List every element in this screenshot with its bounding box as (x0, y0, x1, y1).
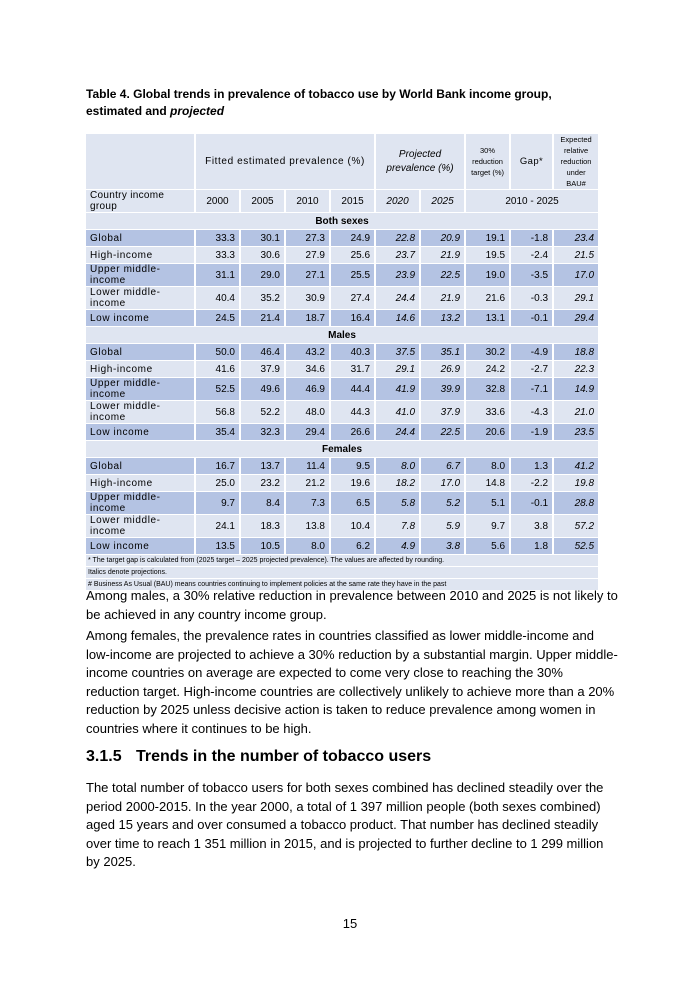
value-cell-bau: 23.5 (554, 424, 598, 440)
value-cell-v2020: 22.8 (376, 230, 421, 246)
year-2005: 2005 (241, 190, 286, 212)
value-cell-gap: -3.5 (511, 264, 554, 286)
year-2025: 2025 (421, 190, 466, 212)
value-cell-target: 19.0 (466, 264, 511, 286)
value-cell-target: 30.2 (466, 344, 511, 360)
value-cell-bau: 57.2 (554, 515, 598, 537)
footnote-bau: # Business As Usual (BAU) means countries continuing to implement policies at the same rate they have in the past (86, 579, 598, 590)
value-cell-v2005: 37.9 (241, 361, 286, 377)
header-row (86, 134, 598, 189)
value-cell-v2005: 10.5 (241, 538, 286, 554)
year-2020: 2020 (376, 190, 421, 212)
value-cell-gap: -0.1 (511, 310, 554, 326)
income-group-cell: Upper middle- income (86, 264, 196, 286)
paragraph-males: Among males, a 30% relative reduction in prevalence between 2010 and 2025 is not likely to be achieved in any country income group. (86, 588, 618, 622)
value-cell-v2005: 30.6 (241, 247, 286, 263)
income-group-cell: Lower middle-income (86, 515, 196, 537)
value-cell-v2025: 22.5 (421, 264, 466, 286)
value-cell-target: 20.6 (466, 424, 511, 440)
value-cell-v2000: 24.5 (196, 310, 241, 326)
table-row (86, 310, 598, 326)
table-row (86, 361, 598, 377)
value-cell-v2005: 35.2 (241, 287, 286, 309)
income-group-cell: Low income (86, 310, 196, 326)
value-cell-v2005: 30.1 (241, 230, 286, 246)
value-cell-v2010: 27.3 (286, 230, 331, 246)
value-cell-v2025: 39.9 (421, 378, 466, 400)
value-cell-v2020: 41.0 (376, 401, 421, 423)
value-cell-v2000: 40.4 (196, 287, 241, 309)
value-cell-v2015: 44.4 (331, 378, 376, 400)
value-cell-v2020: 24.4 (376, 287, 421, 309)
value-cell-v2020: 24.4 (376, 424, 421, 440)
value-cell-v2025: 20.9 (421, 230, 466, 246)
paragraph-females: Among females, the prevalence rates in countries classified as lower middle-income and low-income are projected to achieve a 30% reduction by a substantial margin. Upper middle-income countries on average are expected to come very close to reaching the 30% reduction target. High-income countries are collectively unlikely to achieve more than a 20% reduction by 2025 unless decisive action is taken to reduce prevalence among women in countries where it continues to be high. (86, 628, 618, 736)
income-group-cell: High-income (86, 361, 196, 377)
value-cell-v2025: 35.1 (421, 344, 466, 360)
table-row (86, 424, 598, 440)
value-cell-gap: -4.3 (511, 401, 554, 423)
value-cell-v2000: 33.3 (196, 230, 241, 246)
section-header-row (86, 327, 598, 343)
value-cell-v2020: 4.9 (376, 538, 421, 554)
value-cell-v2020: 14.6 (376, 310, 421, 326)
value-cell-v2020: 5.8 (376, 492, 421, 514)
value-cell-v2010: 46.9 (286, 378, 331, 400)
value-cell-v2005: 32.3 (241, 424, 286, 440)
table-row (86, 458, 598, 474)
value-cell-v2010: 18.7 (286, 310, 331, 326)
value-cell-bau: 14.9 (554, 378, 598, 400)
value-cell-v2000: 52.5 (196, 378, 241, 400)
value-cell-v2025: 3.8 (421, 538, 466, 554)
value-cell-v2000: 16.7 (196, 458, 241, 474)
table-caption-italic: projected (170, 104, 225, 118)
value-cell-v2015: 27.4 (331, 287, 376, 309)
section-header-row (86, 213, 598, 229)
value-cell-v2005: 29.0 (241, 264, 286, 286)
value-cell-v2010: 21.2 (286, 475, 331, 491)
value-cell-v2000: 31.1 (196, 264, 241, 286)
value-cell-v2010: 34.6 (286, 361, 331, 377)
value-cell-v2005: 46.4 (241, 344, 286, 360)
table-row (86, 230, 598, 246)
value-cell-v2025: 26.9 (421, 361, 466, 377)
paragraph-tobacco-users: The total number of tobacco users for both sexes combined has declined steadily over the period 2000-2015. In the year 2000, a total of 1 397 million people (both sexes combined) aged 15 years and over consumed a tobacco product. That number has declined steadily over time to reach 1 351 million in 2015, and is projected to further decline to 1 299 million by 2025. (86, 780, 604, 869)
value-cell-v2025: 22.5 (421, 424, 466, 440)
value-cell-bau: 17.0 (554, 264, 598, 286)
value-cell-gap: -4.9 (511, 344, 554, 360)
income-group-cell: Lower middle-income (86, 287, 196, 309)
value-cell-bau: 41.2 (554, 458, 598, 474)
section-header-row (86, 441, 598, 457)
value-cell-v2000: 9.7 (196, 492, 241, 514)
table-caption-text: Table 4. Global trends in prevalence of tobacco use by World Bank income group, estimated and (86, 87, 552, 118)
value-cell-v2020: 41.9 (376, 378, 421, 400)
value-cell-target: 19.5 (466, 247, 511, 263)
income-group-cell: Upper middle- income (86, 492, 196, 514)
header-fitted: Fitted estimated prevalence (%) (196, 134, 376, 189)
value-cell-v2020: 18.2 (376, 475, 421, 491)
table-row (86, 401, 598, 423)
value-cell-v2005: 23.2 (241, 475, 286, 491)
section-number: 3.1.5 (86, 748, 122, 765)
value-cell-gap: -1.9 (511, 424, 554, 440)
table-row (86, 492, 598, 514)
value-cell-v2015: 26.6 (331, 424, 376, 440)
page-number: 15 (342, 916, 358, 931)
year-2015: 2015 (331, 190, 376, 212)
value-cell-v2015: 44.3 (331, 401, 376, 423)
value-cell-v2005: 49.6 (241, 378, 286, 400)
value-cell-v2015: 31.7 (331, 361, 376, 377)
value-cell-bau: 52.5 (554, 538, 598, 554)
value-cell-gap: -2.7 (511, 361, 554, 377)
section-title-cell: Both sexes (86, 213, 598, 229)
value-cell-target: 5.6 (466, 538, 511, 554)
value-cell-gap: -2.4 (511, 247, 554, 263)
income-group-cell: Global (86, 458, 196, 474)
value-cell-v2005: 52.2 (241, 401, 286, 423)
value-cell-v2000: 33.3 (196, 247, 241, 263)
value-cell-v2025: 6.7 (421, 458, 466, 474)
value-cell-v2000: 24.1 (196, 515, 241, 537)
value-cell-v2025: 5.2 (421, 492, 466, 514)
table-row (86, 264, 598, 286)
section-title: Trends in the number of tobacco users (136, 748, 432, 765)
footnote-gap: * The target gap is calculated from (2025 target – 2025 projected prevalence). The values are affected by rounding. (86, 555, 598, 566)
value-cell-gap: -2.2 (511, 475, 554, 491)
value-cell-v2025: 21.9 (421, 247, 466, 263)
value-cell-v2010: 11.4 (286, 458, 331, 474)
value-cell-v2025: 17.0 (421, 475, 466, 491)
note-row (86, 555, 598, 566)
header-projected: Projected prevalence (%) (376, 134, 466, 189)
value-cell-target: 24.2 (466, 361, 511, 377)
prevalence-table (86, 133, 598, 591)
value-cell-v2005: 8.4 (241, 492, 286, 514)
value-cell-v2015: 16.4 (331, 310, 376, 326)
table-row (86, 475, 598, 491)
header-expected: Expected relative reduction under BAU# (554, 134, 598, 189)
value-cell-v2005: 18.3 (241, 515, 286, 537)
note-row (86, 567, 598, 578)
value-cell-v2000: 35.4 (196, 424, 241, 440)
value-cell-bau: 29.1 (554, 287, 598, 309)
value-cell-target: 13.1 (466, 310, 511, 326)
value-cell-v2000: 25.0 (196, 475, 241, 491)
value-cell-v2010: 30.9 (286, 287, 331, 309)
value-cell-gap: -7.1 (511, 378, 554, 400)
value-cell-bau: 23.4 (554, 230, 598, 246)
value-cell-bau: 29.4 (554, 310, 598, 326)
table-row (86, 344, 598, 360)
value-cell-gap: -0.3 (511, 287, 554, 309)
table-row (86, 247, 598, 263)
value-cell-v2025: 21.9 (421, 287, 466, 309)
value-cell-v2005: 21.4 (241, 310, 286, 326)
value-cell-v2020: 8.0 (376, 458, 421, 474)
value-cell-bau: 22.3 (554, 361, 598, 377)
value-cell-v2015: 9.5 (331, 458, 376, 474)
value-cell-v2005: 13.7 (241, 458, 286, 474)
section-title-cell: Females (86, 441, 598, 457)
value-cell-target: 5.1 (466, 492, 511, 514)
value-cell-v2025: 37.9 (421, 401, 466, 423)
value-cell-target: 33.6 (466, 401, 511, 423)
value-cell-target: 8.0 (466, 458, 511, 474)
year-row-label: Country income group (86, 190, 196, 212)
table-row (86, 378, 598, 400)
value-cell-bau: 21.0 (554, 401, 598, 423)
table-row (86, 538, 598, 554)
year-2000: 2000 (196, 190, 241, 212)
value-cell-target: 32.8 (466, 378, 511, 400)
year-row (86, 190, 598, 212)
value-cell-v2010: 8.0 (286, 538, 331, 554)
value-cell-v2025: 5.9 (421, 515, 466, 537)
value-cell-gap: -1.8 (511, 230, 554, 246)
value-cell-v2020: 7.8 (376, 515, 421, 537)
header-blank (86, 134, 196, 189)
value-cell-gap: 3.8 (511, 515, 554, 537)
value-cell-v2015: 6.5 (331, 492, 376, 514)
income-group-cell: Low income (86, 424, 196, 440)
section-title-cell: Males (86, 327, 598, 343)
value-cell-v2015: 19.6 (331, 475, 376, 491)
value-cell-target: 21.6 (466, 287, 511, 309)
value-cell-v2020: 29.1 (376, 361, 421, 377)
year-span: 2010 - 2025 (466, 190, 598, 212)
income-group-cell: Global (86, 230, 196, 246)
value-cell-v2015: 6.2 (331, 538, 376, 554)
year-2010: 2010 (286, 190, 331, 212)
income-group-cell: Low income (86, 538, 196, 554)
value-cell-bau: 18.8 (554, 344, 598, 360)
income-group-cell: Upper middle- income (86, 378, 196, 400)
table-body (86, 213, 598, 554)
value-cell-v2020: 23.7 (376, 247, 421, 263)
footnote-italics: Italics denote projections. (86, 567, 598, 578)
value-cell-v2020: 23.9 (376, 264, 421, 286)
value-cell-gap: -0.1 (511, 492, 554, 514)
value-cell-v2010: 13.8 (286, 515, 331, 537)
value-cell-v2010: 43.2 (286, 344, 331, 360)
value-cell-v2010: 27.1 (286, 264, 331, 286)
income-group-cell: Lower middle-income (86, 401, 196, 423)
value-cell-gap: 1.8 (511, 538, 554, 554)
table-row (86, 287, 598, 309)
header-target: 30% reduction target (%) (466, 134, 511, 189)
table-caption (86, 86, 556, 120)
table-row (86, 515, 598, 537)
value-cell-v2000: 56.8 (196, 401, 241, 423)
value-cell-v2025: 13.2 (421, 310, 466, 326)
value-cell-v2015: 25.5 (331, 264, 376, 286)
value-cell-v2000: 41.6 (196, 361, 241, 377)
value-cell-target: 14.8 (466, 475, 511, 491)
value-cell-v2010: 7.3 (286, 492, 331, 514)
value-cell-v2015: 10.4 (331, 515, 376, 537)
value-cell-v2015: 40.3 (331, 344, 376, 360)
value-cell-gap: 1.3 (511, 458, 554, 474)
header-gap: Gap* (511, 134, 554, 189)
value-cell-v2000: 50.0 (196, 344, 241, 360)
value-cell-bau: 19.8 (554, 475, 598, 491)
income-group-cell: Global (86, 344, 196, 360)
value-cell-v2000: 13.5 (196, 538, 241, 554)
value-cell-target: 9.7 (466, 515, 511, 537)
value-cell-v2015: 25.6 (331, 247, 376, 263)
section-heading (86, 748, 431, 766)
income-group-cell: High-income (86, 475, 196, 491)
value-cell-bau: 28.8 (554, 492, 598, 514)
value-cell-v2015: 24.9 (331, 230, 376, 246)
value-cell-v2020: 37.5 (376, 344, 421, 360)
value-cell-bau: 21.5 (554, 247, 598, 263)
value-cell-target: 19.1 (466, 230, 511, 246)
value-cell-v2010: 29.4 (286, 424, 331, 440)
value-cell-v2010: 48.0 (286, 401, 331, 423)
value-cell-v2010: 27.9 (286, 247, 331, 263)
income-group-cell: High-income (86, 247, 196, 263)
